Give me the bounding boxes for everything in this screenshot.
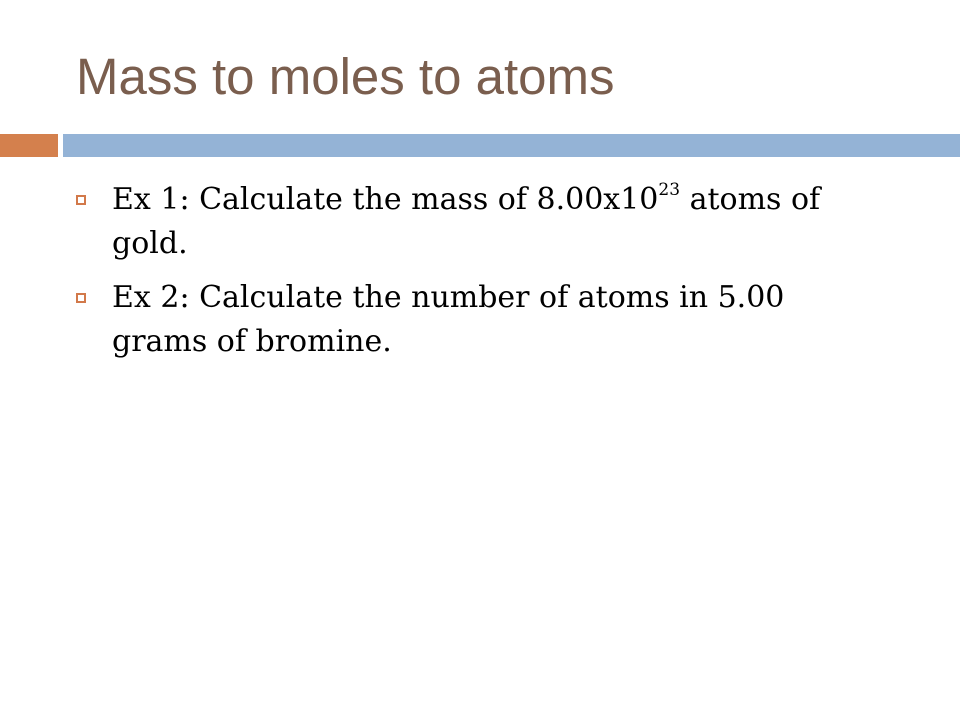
bullet-item-ex2 <box>76 276 876 364</box>
hollow-square-bullet-icon <box>76 293 86 303</box>
bullet-text-ex2: Ex 2: Calculate the number of atoms in 5.00 grams of bromine. <box>112 280 785 359</box>
bullet-text-ex1-tail: atoms of gold. <box>112 182 821 261</box>
hollow-square-bullet-icon <box>76 195 86 205</box>
bullet-item-ex1 <box>76 178 876 266</box>
title-accent-bar-blue <box>63 134 960 157</box>
bullet-list <box>76 178 876 374</box>
bullet-text-ex1-main: Ex 1: Calculate the mass of 8.00x10 <box>112 182 659 217</box>
slide-title: Mass to moles to atoms <box>76 48 615 105</box>
exponent-superscript: 23 <box>658 180 681 200</box>
title-accent-bar-orange <box>0 134 58 157</box>
